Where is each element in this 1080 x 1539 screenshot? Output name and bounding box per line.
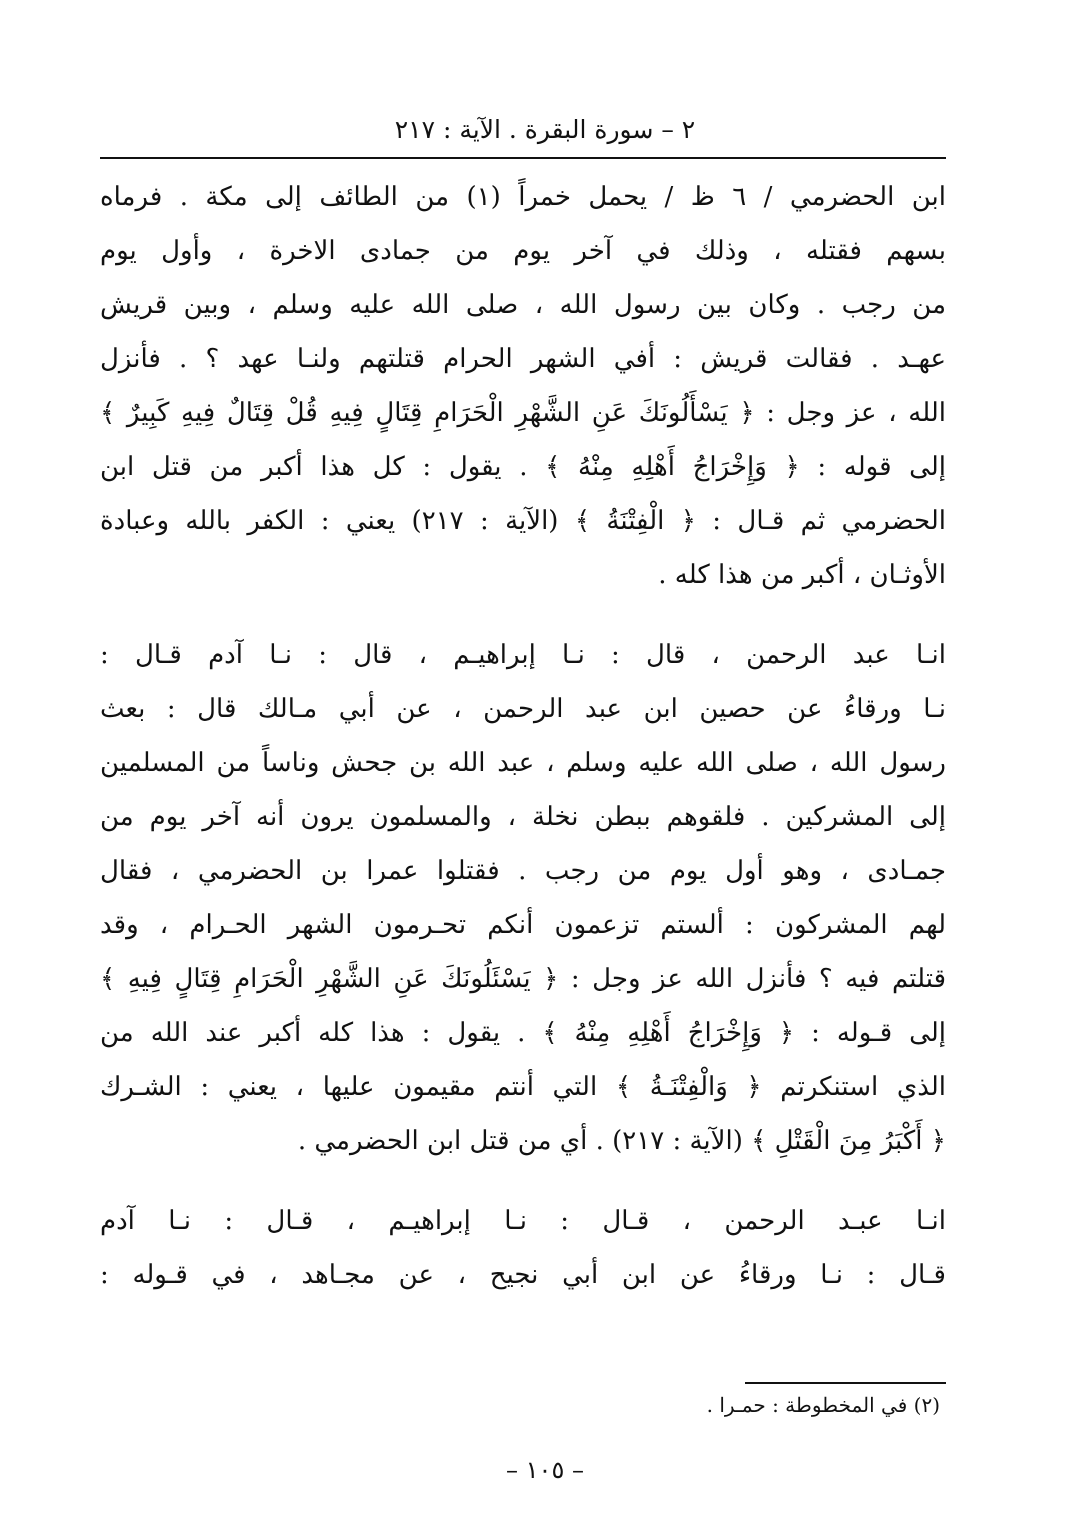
text-line: لهم المشركون : ألستم تزعمون أنكم تحـرمون الشهر الحـرام ، وقد: [100, 910, 946, 940]
body-text: [100, 170, 946, 1302]
footnote: (٢) في المخطوطة : حمـرا .: [706, 1393, 940, 1417]
text-line: الذي استنكرتم ﴿ وَالْفِتْنَـةُ ﴾ التي أنتم مقيمون عليها ، يعني : الشـرك: [100, 1072, 946, 1102]
text-line: انـا عبد الرحمن ، قال : نـا إبراهيـم ، قال : نـا آدم قـال :: [100, 640, 946, 670]
paragraph-gap: [100, 602, 946, 628]
text-line: نـا ورقاءُ عن حصين ابن عبد الرحمن ، عن أبي مـالك قال : بعث: [100, 694, 946, 724]
paragraph-2: [100, 628, 946, 1168]
text-line: من رجب . وكان بين رسول الله ، صلى الله عليه وسلم ، وبين قريش: [100, 290, 946, 320]
text-line: جمـادى ، وهو أول يوم من رجب . فقتلوا عمرا بن الحضرمي ، فقال: [100, 856, 946, 886]
text-line: ﴿ أَكْبَرُ مِنَ الْقَتْلِ ﴾ (الآية : ٢١٧) . أي من قتل ابن الحضرمي .: [297, 1126, 946, 1156]
text-line: إلى قـوله : ﴿ وَإِخْرَاجُ أَهْلِهِ مِنْهُ ﴾ . يقول : هذا كله أكبر عند الله من: [100, 1018, 946, 1048]
text-line: بسهم فقتله ، وذلك في آخر يوم من جمادى الاخرة ، وأول يوم: [100, 236, 946, 266]
running-header: ٢ – سورة البقرة . الآية : ٢١٧: [394, 115, 696, 144]
text-line: قـال : نـا ورقاءُ عن ابن أبي نجيح ، عن مجـاهد ، في قـوله :: [100, 1260, 946, 1290]
paragraph-gap: [100, 1168, 946, 1194]
text-line: رسول الله ، صلى الله عليه وسلم ، عبد الله بن جحش وناساً من المسلمين: [100, 748, 946, 778]
page-number: – ١٠٥ –: [506, 1456, 584, 1484]
text-line: قتلتم فيه ؟ فأنزل الله عز وجل : ﴿ يَسْئَلُونَكَ عَنِ الشَّهْرِ الْحَرَامِ قِتَالٍ فِيهِ ﴾: [100, 964, 946, 994]
paragraph-1: [100, 170, 946, 602]
text-line: الأوثـان ، أكبر من هذا كله .: [658, 560, 946, 590]
text-line: الحضرمي ثم قـال : ﴿ الْفِتْنَةُ ﴾ (الآية : ٢١٧) يعني : الكفر بالله وعبادة: [100, 506, 946, 536]
text-line: الله ، عز وجل : ﴿ يَسْأَلُونَكَ عَنِ الشَّهْرِ الْحَرَامِ قِتَالٍ فِيهِ قُلْ قِتَالٌ فِيهِ كَبِيرٌ ﴾: [100, 398, 946, 428]
text-line: ابن الحضرمي / ٦ ظ / يحمل خمراً (١) من الطائف إلى مكة . فرماه: [100, 182, 946, 212]
text-line: إلى قوله : ﴿ وَإِخْرَاجُ أَهْلِهِ مِنْهُ ﴾ . يقول : كل هذا أكبر من قتل ابن: [100, 452, 946, 482]
header-rule: [100, 157, 946, 159]
text-line: إلى المشركين . فلقوهم ببطن نخلة ، والمسلمون يرون أنه آخر يوم من: [100, 802, 946, 832]
paragraph-3: [100, 1194, 946, 1302]
footnote-rule: [745, 1382, 946, 1384]
text-line: انـا عبـد الرحمن ، قـال : نـا إبراهيـم ، قـال : نـا آدم: [100, 1206, 946, 1236]
text-line: عهـد . فقالت قريش : أفي الشهر الحرام قتلتهم ولنـا عهد ؟ . فأنزل: [100, 344, 946, 374]
